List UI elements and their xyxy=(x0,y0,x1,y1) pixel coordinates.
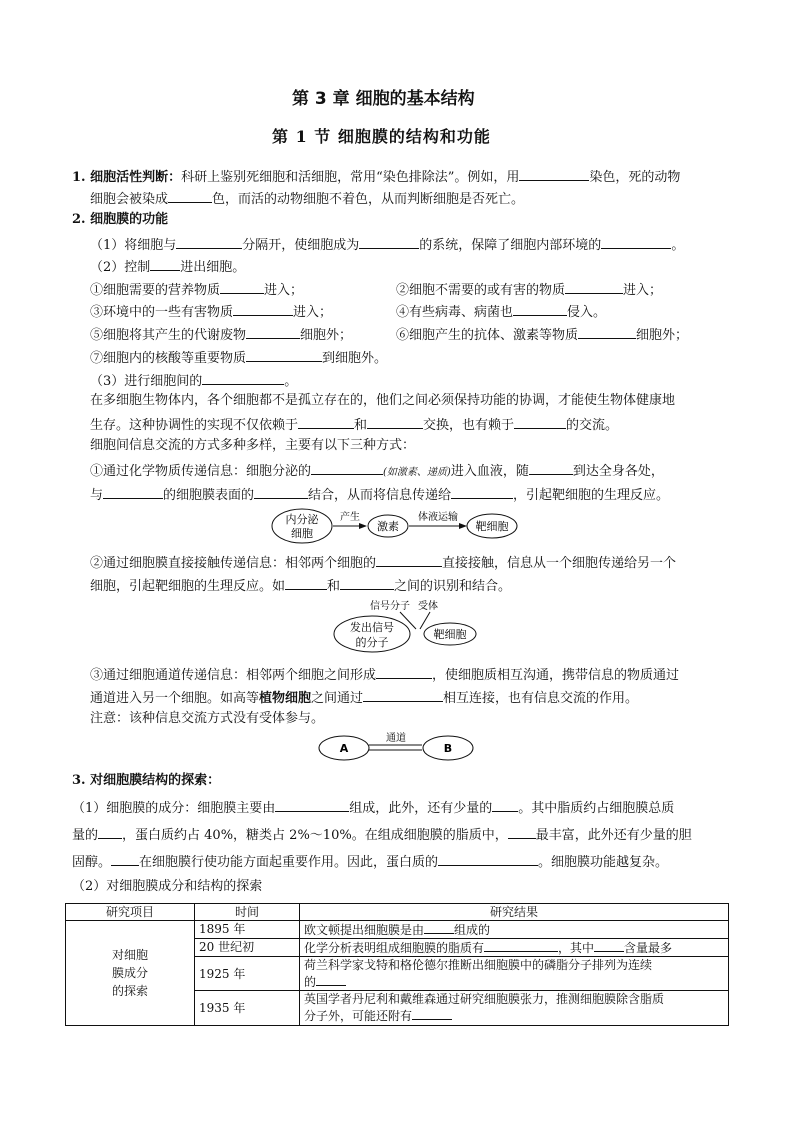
table-cell-result xyxy=(300,957,729,991)
text: 结合，从而将信息传递给 xyxy=(308,488,452,503)
d2-lbl2: 受体 xyxy=(418,601,438,612)
q2-i4 xyxy=(396,301,606,322)
d3-channel: 通道 xyxy=(386,733,406,744)
d2-n1b: 的分子 xyxy=(355,636,389,649)
table-header: 时间 xyxy=(195,904,300,921)
q1-line2 xyxy=(90,188,524,209)
text: 欧文顿提出细胞膜是由 xyxy=(304,923,425,937)
q3-c1 xyxy=(72,797,674,818)
d3-b: B xyxy=(443,742,453,755)
text: 进入血液，随 xyxy=(450,464,529,479)
text: 之间通过 xyxy=(311,691,364,706)
blank xyxy=(246,347,322,362)
text: 进出细胞。 xyxy=(180,260,246,275)
text: 相互连接，也有信息交流的作用。 xyxy=(443,691,639,706)
blank xyxy=(508,824,536,839)
text: ，蛋白质约占 40%，糖类占 2%～10%。在组成细胞膜的脂质中， xyxy=(122,828,508,843)
blank xyxy=(246,324,300,339)
blank xyxy=(150,256,180,271)
d3-a: A xyxy=(339,742,349,755)
text: 在细胞膜行使功能方面起重要作用。因此，蛋白质的 xyxy=(139,855,439,870)
table-cell-time: 1925 年 xyxy=(195,957,300,991)
group-text: 膜成分 xyxy=(111,966,148,980)
blank xyxy=(376,664,432,679)
text: ③环境中的一些有害物质 xyxy=(90,305,234,320)
q2-m1-line2 xyxy=(90,484,669,505)
blank xyxy=(363,687,443,702)
text: ④有些病毒、病菌也 xyxy=(396,305,514,320)
text: ②通过细胞膜直接接触传递信息：相邻两个细胞的 xyxy=(90,556,377,571)
text: ，其中 xyxy=(558,941,595,955)
text: 的 xyxy=(304,975,317,989)
text: ⑤细胞将其产生的代谢废物 xyxy=(90,328,247,343)
text: 直接接触，信息从一个细胞传递给另一个 xyxy=(442,556,677,571)
q2-note: 注意：该种信息交流方式没有受体参与。 xyxy=(90,711,325,726)
blank xyxy=(565,279,623,294)
text: 量的 xyxy=(72,828,99,843)
q2-m2-line2 xyxy=(90,575,511,596)
text: 。 xyxy=(284,374,298,389)
table-group-cell xyxy=(66,921,195,1026)
q3-c3 xyxy=(72,851,668,872)
text: ①通过化学物质传递信息：细胞分泌的 xyxy=(90,464,312,479)
q2-i3 xyxy=(90,301,332,322)
d1-e1: 产生 xyxy=(340,512,360,523)
text: 分子外，可能还附有 xyxy=(304,1009,413,1023)
text: （1）细胞膜的成分：细胞膜主要由 xyxy=(72,801,276,816)
blank xyxy=(578,324,636,339)
text: 最丰富，此外还有少量的胆 xyxy=(535,828,692,843)
blank xyxy=(376,552,442,567)
q2-p3 xyxy=(90,370,297,391)
text: 和 xyxy=(354,418,368,433)
q1-text: 细胞会被染成 xyxy=(90,192,169,207)
text: 英国学者丹尼利和戴维森通过研究细胞膜张力，推测细胞膜除含脂质 xyxy=(304,992,665,1006)
text: 的交流。 xyxy=(566,418,619,433)
table-cell-result xyxy=(300,939,729,957)
q1-text: 色，而活的动物细胞不着色，从而判断细胞是否死亡。 xyxy=(212,192,525,207)
q1-text: 科研上鉴别死细胞和活细胞，常用“染色排除法”。例如，用 xyxy=(181,170,520,185)
q2-p1 xyxy=(90,234,684,255)
text: （1）将细胞与 xyxy=(90,238,177,253)
text: 分隔开，使细胞成为 xyxy=(242,238,360,253)
blank xyxy=(202,370,284,385)
q2-para3: 细胞间信息交流的方式多种多样，主要有以下三种方式： xyxy=(90,438,416,453)
table-row xyxy=(66,921,729,939)
table-cell-result xyxy=(300,991,729,1026)
blank xyxy=(275,797,349,812)
text: 固醇。 xyxy=(72,855,112,870)
d2-n2: 靶细胞 xyxy=(433,628,467,641)
table-cell-time: 1935 年 xyxy=(195,991,300,1026)
blank xyxy=(601,234,671,249)
q3-c2 xyxy=(72,824,692,845)
blank xyxy=(298,414,354,429)
blank xyxy=(514,414,566,429)
blank xyxy=(359,234,419,249)
blank xyxy=(285,575,327,590)
blank xyxy=(176,234,242,249)
q3-c4: （2）对细胞膜成分和结构的探索 xyxy=(72,879,263,894)
blank xyxy=(594,939,624,952)
q1-line1 xyxy=(72,166,680,187)
table-header: 研究结果 xyxy=(300,904,729,921)
text: （3）进行细胞间的 xyxy=(90,374,203,389)
blank xyxy=(111,851,139,866)
blank xyxy=(316,973,346,986)
text: 组成，此外，还有少量的 xyxy=(349,801,493,816)
diagram-endocrine xyxy=(270,506,530,546)
blank xyxy=(412,1007,452,1020)
table-header: 研究项目 xyxy=(66,904,195,921)
d2-n1: 发出信号 xyxy=(350,621,394,634)
diagram-contact xyxy=(330,596,480,654)
d1-n2: 激素 xyxy=(377,520,399,533)
text: ①细胞需要的营养物质 xyxy=(90,283,221,298)
blank xyxy=(451,484,513,499)
blank xyxy=(98,824,122,839)
blank xyxy=(519,166,589,181)
table-cell-time: 20 世纪初 xyxy=(195,939,300,957)
text: 组成的 xyxy=(454,923,491,937)
d1-e2: 体液运输 xyxy=(418,512,458,523)
research-table xyxy=(65,903,729,1026)
blank xyxy=(340,575,394,590)
q2-i2 xyxy=(396,279,662,300)
table-header-row xyxy=(66,904,729,921)
text: 交换，也有赖于 xyxy=(423,418,515,433)
group-text: 的探索 xyxy=(111,984,148,998)
d2-lbl1: 信号分子 xyxy=(370,601,410,612)
q1-label: 1. 细胞活性判断： xyxy=(72,170,182,185)
text: 植物细胞 xyxy=(259,691,312,706)
q2-i5 xyxy=(90,324,352,345)
q2-para1: 在多细胞生物体内，各个细胞都不是孤立存在的，他们之间必须保持功能的协调，才能使生物体健康地 xyxy=(90,393,676,408)
text: 荷兰科学家戈特和格伦德尔推断出细胞膜中的磷脂分子排列为连续 xyxy=(304,958,653,972)
blank xyxy=(311,460,383,475)
hint: (如激素、递质) xyxy=(383,467,451,478)
text: 细胞外； xyxy=(300,328,353,343)
text: （2）控制 xyxy=(90,260,151,275)
text: 。细胞膜功能越复杂。 xyxy=(538,855,669,870)
q3-label: 3. 对细胞膜结构的探索： xyxy=(72,773,221,788)
blank xyxy=(492,797,518,812)
q2-para2 xyxy=(90,414,618,435)
q2-p2 xyxy=(90,256,245,277)
text: 进入； xyxy=(264,283,304,298)
text: 的细胞膜表面的 xyxy=(163,488,255,503)
text: 的系统，保障了细胞内部环境的 xyxy=(419,238,602,253)
text: ②细胞不需要的或有害的物质 xyxy=(396,283,566,298)
text: 化学分析表明组成细胞膜的脂质有 xyxy=(304,941,485,955)
text: 与 xyxy=(90,488,104,503)
d1-n3: 靶细胞 xyxy=(475,520,509,533)
text: 。 xyxy=(671,238,685,253)
blank xyxy=(220,279,264,294)
text: ③通过细胞通道传递信息：相邻两个细胞之间形成 xyxy=(90,668,377,683)
text: 。其中脂质约占细胞膜总质 xyxy=(518,801,675,816)
q1-text: 染色，死的动物 xyxy=(589,170,681,185)
d1-n1: 内分泌 xyxy=(285,513,319,526)
q2-i1 xyxy=(90,279,303,300)
blank xyxy=(529,460,573,475)
text: 细胞，引起靶细胞的生理反应。如 xyxy=(90,579,286,594)
text: 进入； xyxy=(623,283,663,298)
blank xyxy=(254,484,308,499)
diagram-channel xyxy=(316,730,476,766)
blank xyxy=(513,301,567,316)
text: 细胞外； xyxy=(636,328,689,343)
text: 进入； xyxy=(293,305,333,320)
text: ⑥细胞产生的抗体、激素等物质 xyxy=(396,328,579,343)
text: 通道进入另一个细胞。如高等 xyxy=(90,691,260,706)
table-cell-time: 1895 年 xyxy=(195,921,300,939)
text: 和 xyxy=(327,579,341,594)
text: ⑦细胞内的核酸等重要物质 xyxy=(90,351,247,366)
text: 到达全身各处， xyxy=(572,464,664,479)
blank xyxy=(424,921,454,934)
blank xyxy=(367,414,423,429)
text: 之间的识别和结合。 xyxy=(394,579,512,594)
chapter-title: 第 3 章 细胞的基本结构 xyxy=(292,89,475,109)
q2-i6 xyxy=(396,324,688,345)
d1-n1b: 细胞 xyxy=(291,527,313,540)
blank xyxy=(168,188,212,203)
group-text: 对细胞 xyxy=(111,948,148,962)
q2-m3-line2 xyxy=(90,687,638,708)
q2-i7 xyxy=(90,347,387,368)
text: 生存。这种协调性的实现不仅依赖于 xyxy=(90,418,299,433)
text: 侵入。 xyxy=(567,305,607,320)
text: ，使细胞质相互沟通，携带信息的物质通过 xyxy=(432,668,680,683)
blank xyxy=(103,484,163,499)
blank xyxy=(438,851,538,866)
q2-m1-line1 xyxy=(90,460,664,482)
blank xyxy=(484,939,558,952)
q2-label: 2. 细胞膜的功能 xyxy=(72,212,169,227)
q2-m2-line1 xyxy=(90,552,676,573)
q2-m3-line1 xyxy=(90,664,679,685)
blank xyxy=(233,301,293,316)
table-cell-result xyxy=(300,921,729,939)
section-title: 第 1 节 细胞膜的结构和功能 xyxy=(272,127,491,146)
text: ，引起靶细胞的生理反应。 xyxy=(513,488,670,503)
text: 到细胞外。 xyxy=(322,351,388,366)
text: 含量最多 xyxy=(624,941,673,955)
